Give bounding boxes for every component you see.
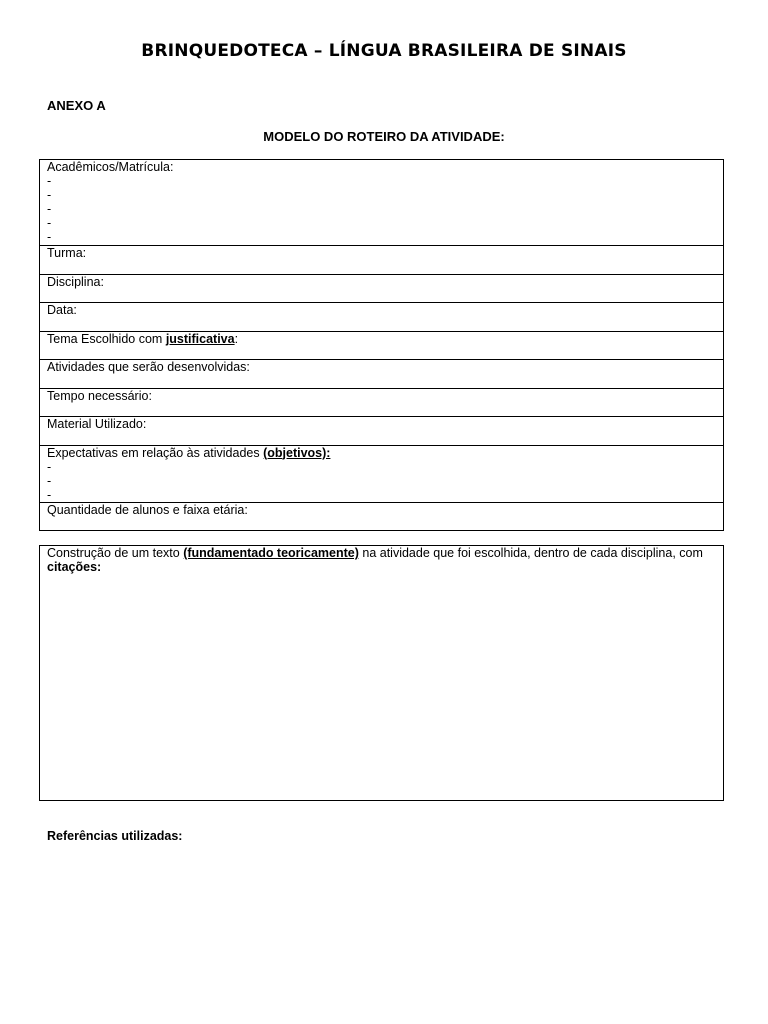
theme-row [40, 331, 723, 360]
essay-theoretical: (fundamentado teoricamente) [183, 546, 359, 560]
activities-row [40, 359, 723, 388]
annex-label: ANEXO A [47, 98, 106, 113]
class-row [40, 245, 723, 274]
references-label: Referências utilizadas: [47, 829, 183, 843]
students-dash: - [47, 174, 52, 188]
expectations-dash: - [47, 459, 52, 474]
document-subtitle: MODELO DO ROTEIRO DA ATIVIDADE: [263, 129, 505, 144]
material-label: Material Utilizado: [47, 417, 147, 431]
activities-label: Atividades que serão desenvolvidas: [47, 360, 250, 374]
students-label: Acadêmicos/Matrícula: [47, 160, 174, 174]
expectations-dash: - [47, 487, 52, 502]
expectations-dash: - [47, 473, 52, 488]
students-dash: - [47, 188, 52, 202]
students-dash: - [47, 216, 52, 230]
date-label: Data: [47, 303, 77, 317]
essay-prefix: Construção de um texto [47, 546, 184, 560]
essay-citations: citações: [47, 560, 102, 574]
discipline-label: Disciplina: [47, 274, 104, 289]
students-row [40, 160, 723, 245]
class-label: Turma: [47, 246, 87, 260]
document-title: BRINQUEDOTECA – LÍNGUA BRASILEIRA DE SINAIS [141, 41, 627, 61]
discipline-row [40, 274, 723, 303]
quantity-label: Quantidade de alunos e faixa etária: [47, 502, 248, 517]
activity-form-table [39, 159, 724, 531]
time-label: Tempo necessário: [47, 388, 152, 403]
essay-middle: na atividade que foi escolhida, dentro de cada disciplina, com [358, 546, 703, 560]
students-dash: - [47, 202, 52, 216]
theme-label [47, 332, 723, 346]
expectations-prefix: Expectativas em relação às atividades [47, 445, 264, 460]
expectations-label [47, 446, 723, 460]
material-row [40, 416, 723, 445]
essay-box [39, 545, 724, 801]
quantity-row [40, 502, 723, 530]
date-row [40, 302, 723, 331]
theme-suffix: : [234, 331, 239, 346]
students-dash: - [47, 230, 52, 244]
theme-justification: justificativa [165, 331, 235, 346]
theme-prefix: Tema Escolhido com [47, 331, 166, 346]
expectations-row [40, 445, 723, 502]
expectations-objectives: (objetivos): [263, 445, 331, 460]
time-row [40, 388, 723, 417]
